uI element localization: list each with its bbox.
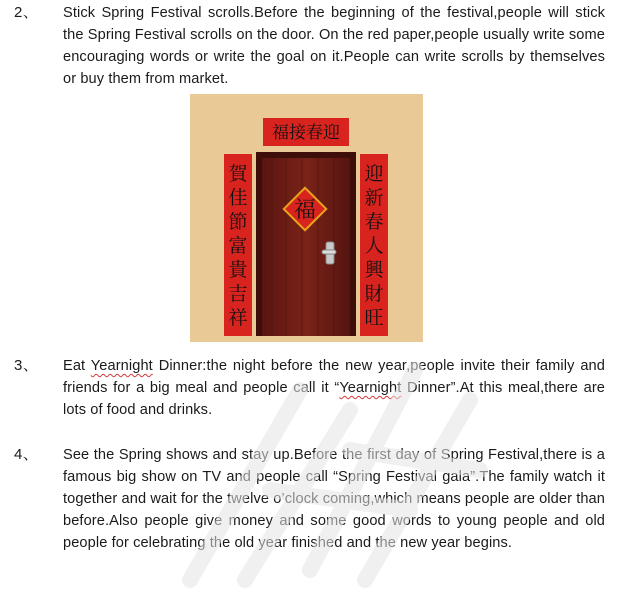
door-illustration xyxy=(190,94,423,342)
paragraph-spring-gala: See the Spring shows and stay up.Before the first day of Spring Festival,there is a famous big show on TV and people call “Spring Festival gala”.The family watch it together and wait for the twelve o’clock coming,which means people are older than before.Also people give money and some good words to young people and old people for celebrating the old year finished and the new year begins. xyxy=(63,447,605,551)
paragraph-yearnight-dinner: Eat Yearnight Dinner:the night before the new year,people invite their family and friends for a big meal and people call it “Yearnight Dinner”.At this meal,there are lots of food and drinks. xyxy=(63,358,606,418)
door xyxy=(262,158,350,336)
svg-text:貴: 貴 xyxy=(228,259,248,281)
item-number: 2、 xyxy=(14,4,39,21)
spring-festival-door-image xyxy=(190,94,423,342)
fu-character: 福 xyxy=(293,198,317,223)
svg-text:吉: 吉 xyxy=(228,283,248,305)
paragraph-scrolls: Stick Spring Festival scrolls.Before the beginning of the festival,people will stick the Spring Festival scrolls on the door. On the red paper,people usually write some encouraging words or write the goal on it.People can write scrolls by themselves or buy them from market. xyxy=(63,5,605,87)
svg-text:迎: 迎 xyxy=(364,163,384,185)
svg-text:財: 財 xyxy=(364,283,384,305)
svg-text:祥: 祥 xyxy=(228,307,248,329)
spellcheck-word: Yearnight xyxy=(90,358,153,374)
svg-text:旺: 旺 xyxy=(364,307,384,329)
svg-text:興: 興 xyxy=(364,259,384,281)
item-number: 4、 xyxy=(14,446,39,463)
spellcheck-word: Yearnight xyxy=(339,380,402,396)
svg-text:節: 節 xyxy=(228,211,248,233)
svg-text:春: 春 xyxy=(364,211,384,233)
svg-text:賀: 賀 xyxy=(228,163,248,185)
svg-text:人: 人 xyxy=(364,235,384,257)
svg-text:新: 新 xyxy=(364,187,384,209)
item-number: 3、 xyxy=(14,357,39,374)
top-scroll-text: 福接春迎 xyxy=(272,123,340,143)
svg-text:富: 富 xyxy=(228,235,248,257)
svg-text:佳: 佳 xyxy=(228,187,248,209)
